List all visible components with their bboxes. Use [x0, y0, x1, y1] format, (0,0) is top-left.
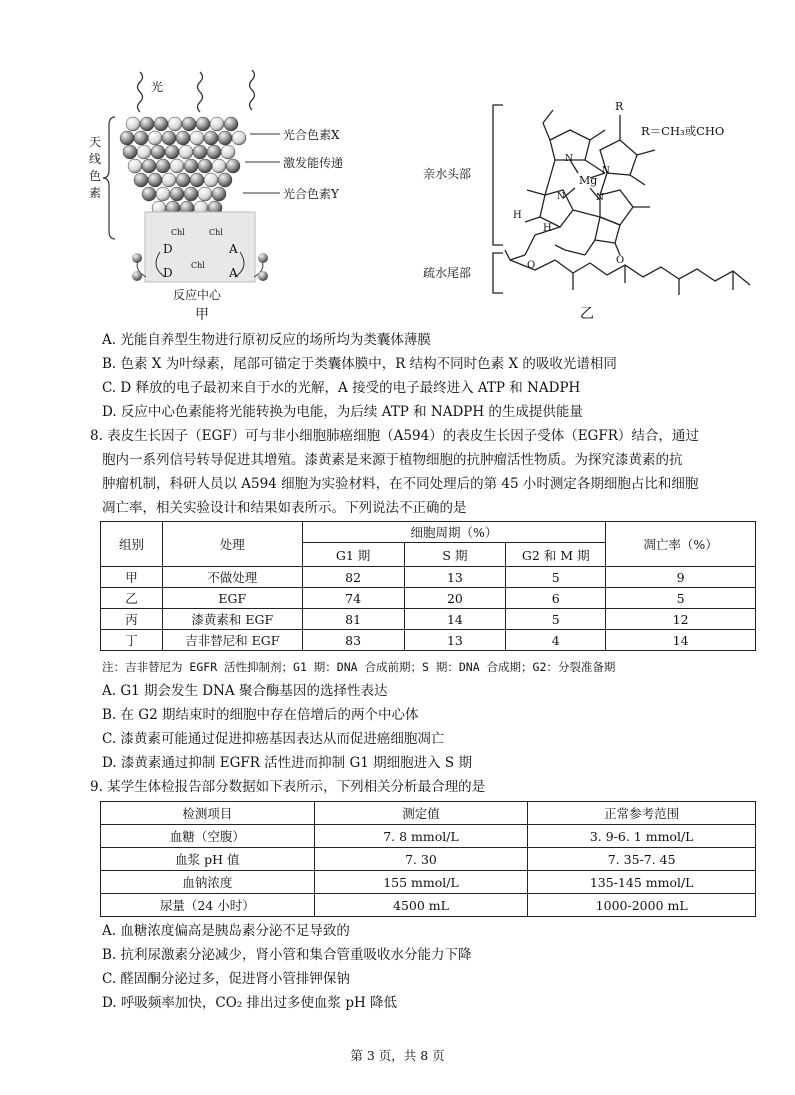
q8-header-cycle: 细胞周期（%）	[302, 522, 606, 543]
q9-cell: 1000-2000 mL	[528, 894, 756, 917]
table-row	[101, 894, 756, 917]
pigment-ball	[134, 131, 148, 145]
q9-cell: 4500 mL	[314, 894, 528, 917]
pigment-ball	[204, 173, 218, 187]
q9-cell: 7. 35-7. 45	[528, 848, 756, 871]
q8-cell: 6	[506, 588, 606, 609]
pigment-ball	[221, 145, 235, 159]
pigment-ball	[198, 159, 212, 173]
figure-jia-caption: 甲	[195, 307, 209, 323]
table-row	[101, 609, 756, 630]
pigment-ball	[148, 131, 162, 145]
q7-option-c: C. D 释放的电子最初来自于水的光解，A 接受的电子最终进入 ATP 和 NADPH	[102, 380, 581, 396]
q9-table	[100, 801, 756, 917]
figure-jia	[85, 62, 375, 327]
q9-option-a: A. 血糖浓度偏高是胰岛素分泌不足导致的	[102, 923, 350, 939]
table-row	[101, 871, 756, 894]
figure-yi-caption: 乙	[580, 306, 594, 322]
pigment-ball	[123, 145, 137, 159]
q7-option-b: B. 色素 X 为叶绿素，尾部可锚定于类囊体膜中，R 结构不同时色素 X 的吸收光谱相同	[102, 356, 617, 372]
pigment-ball	[168, 117, 182, 131]
q8-option-b: B. 在 G2 期结束时的细胞中存在倍增后的两个中心体	[102, 707, 419, 723]
q8-cell: 20	[404, 588, 506, 609]
table-row	[101, 567, 756, 588]
q8-stem-line3: 肿瘤机制，科研人员以 A594 细胞为实验材料，在不同处理后的第 45 小时测定各期细胞占比和细胞	[102, 476, 699, 492]
excitation-label: 激发能传递	[283, 156, 344, 170]
q9-header-item: 检测项目	[101, 802, 315, 825]
q8-cell: 14	[404, 609, 506, 630]
q9-cell: 135-145 mmol/L	[528, 871, 756, 894]
pigment-ball	[182, 117, 196, 131]
q9-header-range: 正常参考范围	[528, 802, 756, 825]
q8-cell: EGF	[162, 588, 302, 609]
pigment-ball	[128, 159, 142, 173]
n-label-2: N	[602, 166, 610, 176]
q8-cell: 9	[606, 567, 756, 588]
q8-cell: 乙	[101, 588, 163, 609]
pigment-ball	[151, 145, 165, 159]
pigment-ball	[176, 173, 190, 187]
q8-header-group: 组别	[101, 522, 163, 567]
chl-bottom: Chl	[191, 261, 205, 270]
pigment-ball	[224, 117, 238, 131]
pigment-ball	[154, 117, 168, 131]
q9-option-d: D. 呼吸频率加快，CO₂ 排出过多使血浆 pH 降低	[102, 995, 398, 1011]
q8-cell: 12	[606, 609, 756, 630]
table-row	[101, 630, 756, 651]
pigment-ball	[184, 187, 198, 201]
o-label-1: O	[616, 255, 625, 266]
q9-cell: 血钠浓度	[101, 871, 315, 894]
n-label-3: N	[596, 193, 604, 203]
q8-option-a: A. G1 期会发生 DNA 聚合酶基因的选择性表达	[102, 683, 388, 699]
q8-cell: 83	[302, 630, 404, 651]
pigment-ball	[142, 159, 156, 173]
q9-cell: 血糖（空腹）	[101, 825, 315, 848]
a-label-top: A	[229, 242, 238, 256]
light-label: 光	[151, 80, 164, 94]
r-definition: R＝CH₃或CHO	[641, 124, 725, 138]
pigment-ball	[218, 173, 232, 187]
q8-cell: 吉非替尼和 EGF	[162, 630, 302, 651]
pigment-x-label: 光合色素X	[283, 128, 340, 142]
pigment-ball	[170, 159, 184, 173]
q9-cell: 尿量（24 小时）	[101, 894, 315, 917]
q8-cell: 丁	[101, 630, 163, 651]
n-label-1: N	[565, 154, 573, 164]
d-label-top: D	[163, 242, 173, 256]
hydrophilic-head-label: 亲水头部	[423, 167, 472, 181]
hydrophobic-tail-label: 疏水尾部	[423, 266, 472, 280]
pigment-ball	[137, 145, 151, 159]
q8-cell: 13	[404, 567, 506, 588]
q9-cell: 3. 9-6. 1 mmol/L	[528, 825, 756, 848]
pigment-ball	[142, 187, 156, 201]
q9-cell: 血浆 pH 值	[101, 848, 315, 871]
q9-option-b: B. 抗利尿激素分泌减少，肾小管和集合管重吸收水分能力下降	[102, 947, 472, 963]
q9-cell: 7. 30	[314, 848, 528, 871]
pigment-ball	[162, 131, 176, 145]
q8-header-s: S 期	[404, 543, 506, 567]
q8-header-g2m: G2 和 M 期	[506, 543, 606, 567]
q8-cell: 丙	[101, 609, 163, 630]
pigment-ball	[176, 131, 190, 145]
pigment-ball	[196, 117, 210, 131]
q8-cell: 4	[506, 630, 606, 651]
q8-cell: 82	[302, 567, 404, 588]
q8-cell: 14	[606, 630, 756, 651]
h-label-1: H	[513, 210, 522, 221]
page-footer: 第 3 页，共 8 页	[350, 1048, 445, 1063]
pigment-ball	[170, 187, 184, 201]
pigment-ball	[226, 159, 240, 173]
pigment-ball	[207, 145, 221, 159]
q7-option-d: D. 反应中心色素能将光能转换为电能，为后续 ATP 和 NADPH 的生成提供能量	[102, 404, 583, 420]
pigment-ball	[218, 131, 232, 145]
pigment-y-label: 光合色素Y	[283, 187, 339, 201]
q8-cell: 5	[506, 567, 606, 588]
pigment-ball	[204, 131, 218, 145]
q8-header-g1: G1 期	[302, 543, 404, 567]
q8-cell: 81	[302, 609, 404, 630]
pigment-ball	[179, 145, 193, 159]
n-label-4: N	[557, 192, 565, 202]
figure-yi	[415, 95, 765, 327]
q8-stem-line4: 凋亡率，相关实验设计和结果如表所示。下列说法不正确的是	[102, 500, 467, 516]
pigment-ball	[120, 131, 134, 145]
q8-header-treatment: 处理	[162, 522, 302, 567]
pigment-ball	[184, 159, 198, 173]
q8-cell: 不做处理	[162, 567, 302, 588]
q8-cell: 漆黄素和 EGF	[162, 609, 302, 630]
r-label: R	[615, 100, 624, 113]
pigment-ball	[156, 187, 170, 201]
q8-stem-line1: 8. 表皮生长因子（EGF）可与非小细胞肺癌细胞（A594）的表皮生长因子受体（EGFR）结合，通过	[90, 428, 699, 444]
q8-cell: 13	[404, 630, 506, 651]
pigment-ball	[156, 159, 170, 173]
q8-cell: 5	[606, 588, 756, 609]
pigment-ball	[190, 131, 204, 145]
q8-table	[100, 521, 756, 651]
pigment-ball	[190, 173, 204, 187]
q9-option-c: C. 醛固酮分泌过多，促进肾小管排钾保钠	[102, 971, 350, 987]
q9-stem: 9. 某学生体检报告部分数据如下表所示，下列相关分析最合理的是	[90, 779, 486, 795]
q8-option-c: C. 漆黄素可能通过促进抑癌基因表达从而促进癌细胞凋亡	[102, 731, 445, 747]
q8-cell: 甲	[101, 567, 163, 588]
pigment-ball	[232, 131, 246, 145]
pigment-ball	[212, 187, 226, 201]
q8-stem-line2: 胞内一系列信号转导促进其增殖。漆黄素是来源于植物细胞的抗肿瘤活性物质。为探究漆黄素的抗	[102, 452, 683, 468]
pigment-ball	[193, 145, 207, 159]
q8-cell: 5	[506, 609, 606, 630]
chl-right: Chl	[209, 228, 223, 237]
table-row	[101, 588, 756, 609]
pigment-ball	[134, 173, 148, 187]
a-label-bottom: A	[229, 266, 238, 280]
pigment-ball	[165, 145, 179, 159]
q9-cell: 7. 8 mmol/L	[314, 825, 528, 848]
q8-option-d: D. 漆黄素通过抑制 EGFR 活性进而抑制 G1 期细胞进入 S 期	[102, 755, 472, 771]
q8-header-apoptosis: 凋亡率（%）	[606, 522, 756, 567]
antenna-label: 天线色素	[89, 135, 102, 200]
q8-table-note: 注：吉非替尼为 EGFR 活性抑制剂；G1 期：DNA 合成前期；S 期：DNA 合成期；G2：分裂准备期	[102, 660, 616, 674]
q7-option-a: A. 光能自养型生物进行原初反应的场所均为类囊体薄膜	[102, 332, 431, 348]
chl-left: Chl	[171, 228, 185, 237]
pigment-ball	[140, 117, 154, 131]
pigment-ball	[126, 117, 140, 131]
table-row	[101, 848, 756, 871]
reaction-center-label: 反应中心	[173, 288, 222, 302]
o-label-2: O	[527, 260, 536, 271]
pigment-ball	[212, 159, 226, 173]
mg-label: Mg	[579, 174, 598, 187]
q8-cell: 74	[302, 588, 404, 609]
pigment-ball	[162, 173, 176, 187]
pigment-ball	[198, 187, 212, 201]
h-label-2: H	[543, 223, 552, 234]
pigment-ball	[148, 173, 162, 187]
table-row	[101, 825, 756, 848]
q9-cell: 155 mmol/L	[314, 871, 528, 894]
d-label-bottom: D	[163, 266, 173, 280]
q9-header-value: 测定值	[314, 802, 528, 825]
pigment-ball	[210, 117, 224, 131]
